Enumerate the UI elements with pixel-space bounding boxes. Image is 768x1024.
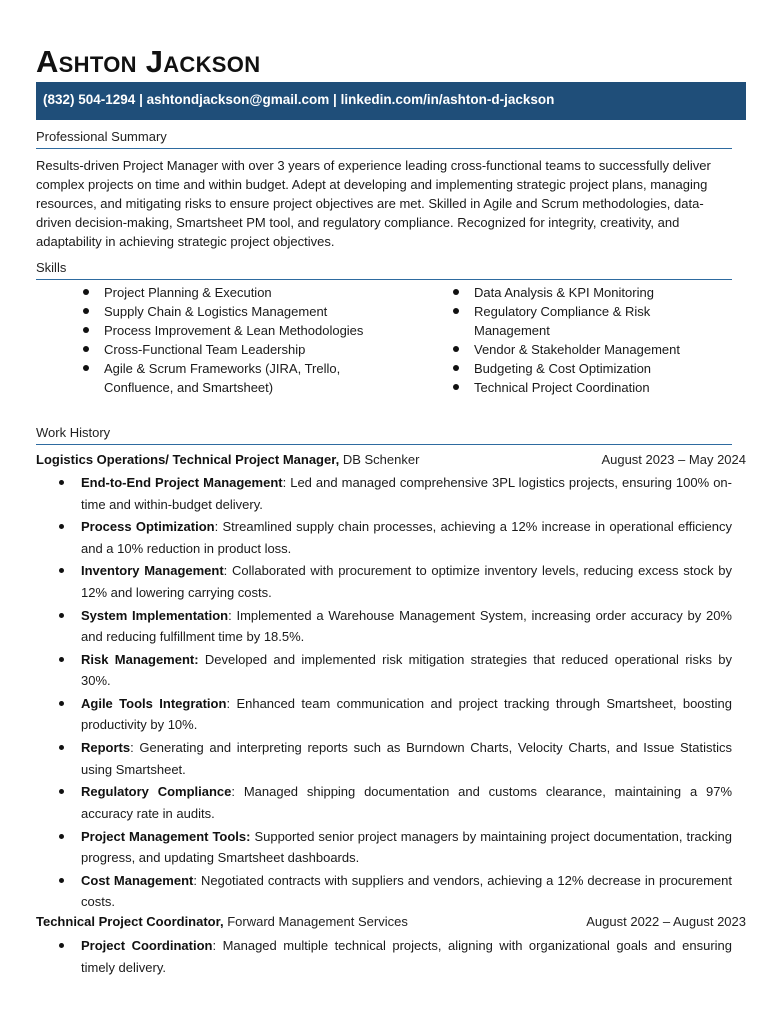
- job-company: DB Schenker: [342, 452, 420, 467]
- skills-list-left: [78, 283, 378, 397]
- bullet-text: : Streamlined supply chain processes, achieving a 12% increase in operational efficiency and a 10% reduction in product loss.: [81, 519, 732, 556]
- bullet-text: : Managed multiple technical projects, aligning with organizational goals and ensuring timely delivery.: [81, 938, 733, 975]
- skill-item: Vendor & Stakeholder Management: [448, 340, 716, 359]
- bullet-label: End-to-End Project Management: [81, 475, 283, 490]
- bullet-label: Risk Management:: [81, 651, 199, 667]
- skill-item: Process Improvement & Lean Methodologies: [78, 321, 378, 340]
- skill-item: Agile & Scrum Frameworks (JIRA, Trello, Confluence, and Smartsheet): [78, 359, 378, 397]
- list-item: [36, 605, 732, 648]
- list-item: [36, 516, 732, 559]
- job-bullets: [36, 472, 732, 914]
- bullet-text: : Negotiated contracts with suppliers and vendors, achieving a 12% decrease in procurement costs.: [81, 872, 732, 910]
- job-dates: August 2023 – May 2024: [601, 452, 746, 467]
- bullet-text: : Enhanced team communication and project tracking through Smartsheet, boosting productivity by 10%.: [81, 695, 732, 733]
- skill-item: Supply Chain & Logistics Management: [78, 302, 378, 321]
- job-title: Technical Project Coordinator,: [36, 914, 224, 929]
- list-item: [36, 649, 732, 692]
- bullet-label: Project Coordination: [81, 938, 213, 953]
- bullet-label: Project Management Tools:: [81, 828, 251, 844]
- bullet-label: Process Optimization: [81, 519, 215, 535]
- bullet-text: : Managed shipping documentation and customs clearance, maintaining a 97% accuracy rate in audits.: [81, 784, 733, 821]
- bullet-label: System Implementation: [81, 607, 229, 623]
- bullet-text: Developed and implemented risk mitigation strategies that reduced operational risks by 30%.: [81, 651, 732, 689]
- list-item: [36, 693, 732, 736]
- bullet-text: : Generating and interpreting reports such as Burndown Charts, Velocity Charts, and Issue Statistics using Smartsheet.: [81, 740, 732, 777]
- list-item: [36, 826, 732, 869]
- skills-list-right: [448, 283, 716, 397]
- summary-text: Results-driven Project Manager with over 3 years of experience leading cross-functional teams to successfully deliver complex projects on time and within budget. Adept at developing and implementing strategic project plans, managing resources, and mitigating risks to ensure project objectives are met. Skilled in Agile and Scrum methodologies, data-driven decision-making, Smartsheet PM tool, and regulatory compliance. Recognized for integrity, creativity, and adaptability in achieving strategic project objectives.: [36, 158, 711, 249]
- skill-item: Data Analysis & KPI Monitoring: [448, 283, 716, 302]
- skill-item: Budgeting & Cost Optimization: [448, 359, 716, 378]
- bullet-text: Supported senior project managers by maintaining project documentation, tracking progress, and updating Smartsheet dashboards.: [81, 828, 732, 865]
- section-title-skills: Skills: [36, 260, 732, 280]
- list-item: [36, 935, 732, 978]
- bullet-text: : Implemented a Warehouse Management System, increasing order accuracy by 20% and reducing fulfillment time by 18.5%.: [81, 607, 732, 645]
- job-company: Forward Management Services: [227, 914, 408, 929]
- bullet-label: Cost Management: [81, 872, 194, 888]
- list-item: [36, 781, 732, 824]
- list-item: [36, 737, 732, 780]
- bullet-text: : Led and managed comprehensive 3PL logistics projects, ensuring 100% on-time and within-budget delivery.: [81, 475, 732, 512]
- skill-item: Regulatory Compliance & Risk Management: [448, 302, 716, 340]
- skill-item: Project Planning & Execution: [78, 283, 378, 302]
- job-title: Logistics Operations/ Technical Project Manager,: [36, 452, 340, 467]
- job-bullets: [36, 935, 732, 979]
- section-title-summary: Professional Summary: [36, 129, 732, 149]
- bullet-label: Inventory Management: [81, 563, 224, 579]
- bullet-text: : Collaborated with procurement to optimize inventory levels, reducing excess stock by 12% and lowering carrying costs.: [81, 563, 732, 600]
- job-header: [36, 912, 746, 932]
- candidate-name: Ashton Jackson: [36, 44, 261, 79]
- skill-item: Technical Project Coordination: [448, 378, 716, 397]
- bullet-label: Regulatory Compliance: [81, 784, 232, 800]
- section-title-work: Work History: [36, 425, 732, 445]
- skill-item: Cross-Functional Team Leadership: [78, 340, 378, 359]
- bullet-label: Reports: [81, 740, 131, 756]
- bullet-label: Agile Tools Integration: [81, 695, 227, 711]
- list-item: [36, 560, 732, 603]
- contact-bar: (832) 504-1294 | ashtondjackson@gmail.com | linkedin.com/in/ashton-d-jackson: [36, 82, 746, 120]
- list-item: [36, 472, 732, 515]
- job-header: [36, 450, 746, 470]
- list-item: [36, 870, 732, 913]
- job-dates: August 2022 – August 2023: [586, 914, 746, 929]
